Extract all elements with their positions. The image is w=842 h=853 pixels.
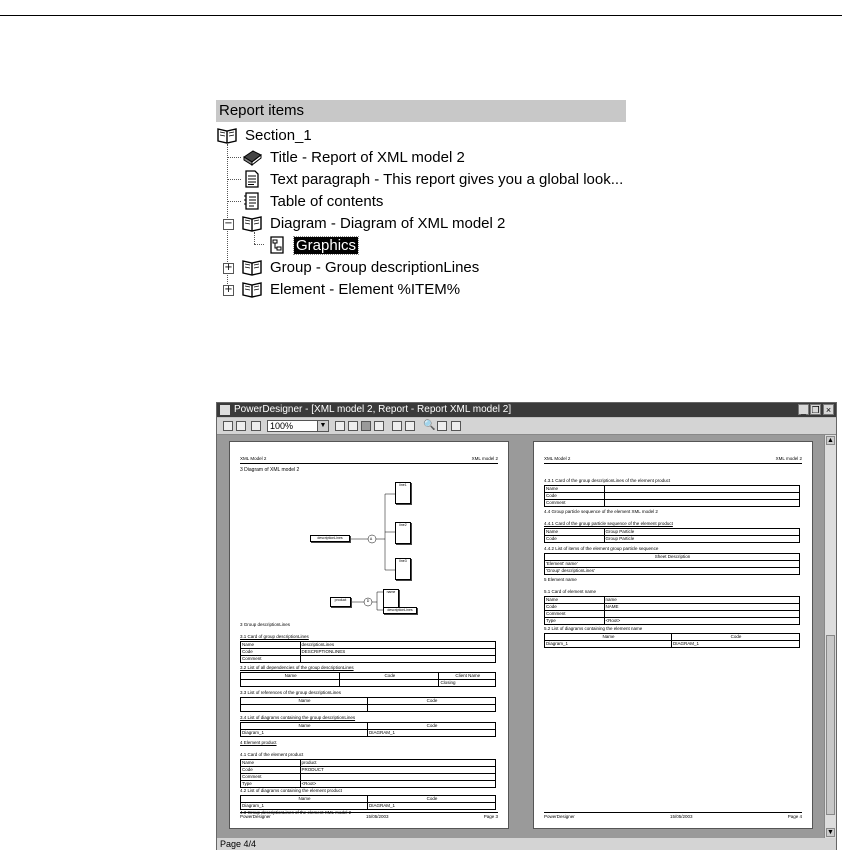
- print-setup-icon[interactable]: [236, 421, 246, 431]
- tree-item-diagram[interactable]: [242, 212, 507, 234]
- tree-item-label: Table of contents: [270, 192, 384, 210]
- options-icon[interactable]: [437, 421, 447, 431]
- xml-diagram: [290, 472, 450, 612]
- document-icon: [242, 170, 262, 188]
- element-card-table: Name product Code PRODUCT Comment Type <Root>: [240, 759, 496, 788]
- diagram-desc-box: descriptionLines: [383, 607, 417, 614]
- preview-toolbar: [217, 418, 836, 435]
- heading-name-diagrams: 5.2 List of diagrams containing the element name: [544, 626, 643, 631]
- footer-date: 15/05/2003: [669, 814, 693, 819]
- heading-group-card: 3.1 Card of group descriptionLines: [240, 634, 309, 639]
- heading-diagram: 3 Diagram of XML model 2: [240, 467, 300, 473]
- tree-connector: [227, 179, 241, 180]
- tree-connector: [254, 244, 264, 245]
- open-book-icon: [242, 258, 262, 276]
- footer-page: Page 3: [483, 814, 498, 819]
- collapse-diagram-toggle[interactable]: −: [224, 218, 233, 229]
- element-diagrams-table: Name Code Diagram_1 DIAGRAM_1: [240, 795, 496, 810]
- tree-item-label: Text paragraph - This report gives you a global look...: [270, 170, 624, 188]
- app-icon[interactable]: [220, 405, 230, 415]
- diagram-item-box: line2: [395, 522, 411, 544]
- particle-card-table: Name Group Particle Code Group Particle: [544, 528, 800, 543]
- name-diagrams-table: Name Code Diagram_1 DIAGRAM_1: [544, 633, 800, 648]
- footer-left: PowerDesigner: [240, 814, 271, 819]
- header-left: XML Model 2: [544, 456, 571, 461]
- card-table: Name Code Comment: [544, 485, 800, 507]
- scroll-thumb[interactable]: [826, 635, 835, 815]
- footer-left: PowerDesigner: [544, 814, 575, 819]
- tree-item-graphics[interactable]: [268, 234, 358, 256]
- page-footer: [544, 812, 802, 820]
- refs-table: Name Code: [240, 697, 496, 712]
- powerdesigner-window: [216, 402, 837, 850]
- first-page-icon[interactable]: [335, 421, 345, 431]
- diagram-item-box: line3: [395, 558, 411, 580]
- group-card-table: Name descriptionLines Code DESCRIPTIONLINES Comment: [240, 641, 496, 663]
- close-button[interactable]: ×: [823, 404, 834, 415]
- heading-particle-items: 4.4.2 List of items of the element group particle sequence: [544, 546, 659, 551]
- next-page-icon[interactable]: [361, 421, 371, 431]
- pages-icon[interactable]: [251, 421, 261, 431]
- deps-table: Name Code Client Name Closing: [240, 672, 496, 687]
- header-left: XML Model 2: [240, 456, 267, 461]
- diagram-product-seq: D: [366, 599, 370, 603]
- diagram-seq-symbol: A: [369, 537, 373, 541]
- heading-particle: 4.4 Group particle sequence of the element XML model 2: [544, 509, 658, 514]
- tree-item-label: Section_1: [245, 126, 312, 144]
- report-page-left: [229, 441, 509, 829]
- tree-item-title[interactable]: [242, 146, 467, 168]
- heading-element-diagrams: 4.2 List of diagrams containing the element product: [240, 788, 343, 793]
- tree-item-label: Diagram - Diagram of XML model 2: [270, 214, 506, 232]
- previous-page-icon[interactable]: [348, 421, 358, 431]
- diagram-item-box: line1: [395, 482, 411, 504]
- heading-card: 4.3.1 Card of the group descriptionLines of the element product: [544, 478, 671, 483]
- heading-name: 5 Element name: [544, 577, 577, 582]
- top-rule: [0, 15, 842, 16]
- open-book-icon: [217, 126, 237, 144]
- find-icon[interactable]: 🔍: [423, 420, 436, 431]
- minimize-button[interactable]: _: [798, 404, 809, 415]
- vertical-scrollbar[interactable]: [824, 435, 836, 838]
- report-page-right: [533, 441, 813, 829]
- tree-item-label: Group - Group descriptionLines: [270, 258, 480, 276]
- preview-canvas: [217, 435, 824, 838]
- page-header: [240, 456, 498, 464]
- expand-element-toggle[interactable]: +: [224, 284, 233, 295]
- diagrams-table: Name Code Diagram_1 DIAGRAM_1: [240, 722, 496, 737]
- tree-item-text-paragraph[interactable]: [242, 168, 625, 190]
- expand-group-toggle[interactable]: +: [224, 262, 233, 273]
- tree-item-label: Element - Element %ITEM%: [270, 280, 461, 298]
- single-page-icon[interactable]: [392, 421, 402, 431]
- tree-connector: [227, 201, 241, 202]
- open-book-icon: [242, 280, 262, 298]
- header-right: XML model 2: [775, 456, 802, 461]
- chevron-down-icon[interactable]: ▼: [317, 421, 328, 431]
- tree-item-section[interactable]: [217, 124, 314, 146]
- heading-name-card: 5.1 Card of element name: [544, 589, 597, 594]
- page-footer: [240, 812, 498, 820]
- scroll-up-icon[interactable]: ▲: [827, 437, 834, 444]
- speaker-icon[interactable]: [451, 421, 461, 431]
- footer-page: Page 4: [787, 814, 802, 819]
- restore-button[interactable]: ❐: [811, 405, 820, 415]
- heading-element-group: 4.3 Group descriptionLines of the element XML model 2: [240, 810, 352, 815]
- tree-connector: [227, 157, 241, 158]
- particle-items-table: Sheet Description 'Element' name' 'Group' descriptionLines': [544, 553, 800, 575]
- zoom-select[interactable]: [267, 420, 329, 432]
- tree-item-label: Graphics: [296, 236, 357, 254]
- heading-deps: 3.2 List of all dependencies of the group descriptionLines: [240, 665, 354, 670]
- diagram-group-box: descriptionLines: [310, 535, 350, 542]
- open-book-icon: [242, 214, 262, 232]
- toc-icon: [242, 192, 262, 210]
- two-pages-icon[interactable]: [405, 421, 415, 431]
- heading-diagrams: 3.4 List of diagrams containing the group descriptionLines: [240, 715, 356, 720]
- last-page-icon[interactable]: [374, 421, 384, 431]
- header-right: XML model 2: [471, 456, 498, 461]
- report-items-tree: [216, 100, 626, 300]
- heading-group: 3 Group descriptionLines: [240, 622, 291, 627]
- heading-element-card: 4.1 Card of the element product: [240, 752, 304, 757]
- tree-item-label: Title - Report of XML model 2: [270, 148, 465, 166]
- closed-book-icon: [242, 148, 262, 166]
- print-icon[interactable]: [223, 421, 233, 431]
- graphics-icon: [268, 236, 288, 254]
- diagram-name-box: name: [383, 589, 399, 609]
- status-bar: Page 4/4: [217, 838, 836, 850]
- zoom-value: 100%: [270, 421, 294, 431]
- name-card-table: Name name Code NAME Comment Type <Root>: [544, 596, 800, 625]
- tree-item-element[interactable]: [242, 278, 462, 300]
- page-header: [544, 456, 802, 464]
- heading-element: 4 Element product: [240, 740, 277, 745]
- tree-item-toc[interactable]: [242, 190, 385, 212]
- window-titlebar[interactable]: [217, 403, 836, 417]
- heading-particle-card: 4.4.1 Card of the group particle sequence of the element product: [544, 521, 673, 526]
- footer-date: 15/05/2003: [365, 814, 389, 819]
- tree-header: Report items: [216, 100, 626, 122]
- diagram-product-box: product: [330, 597, 351, 607]
- window-title: PowerDesigner - [XML model 2, Report - Report XML model 2]: [234, 404, 512, 415]
- heading-refs: 3.3 List of references of the group descriptionLines: [240, 690, 342, 695]
- scroll-down-icon[interactable]: ▼: [827, 829, 834, 836]
- tree-item-group[interactable]: [242, 256, 481, 278]
